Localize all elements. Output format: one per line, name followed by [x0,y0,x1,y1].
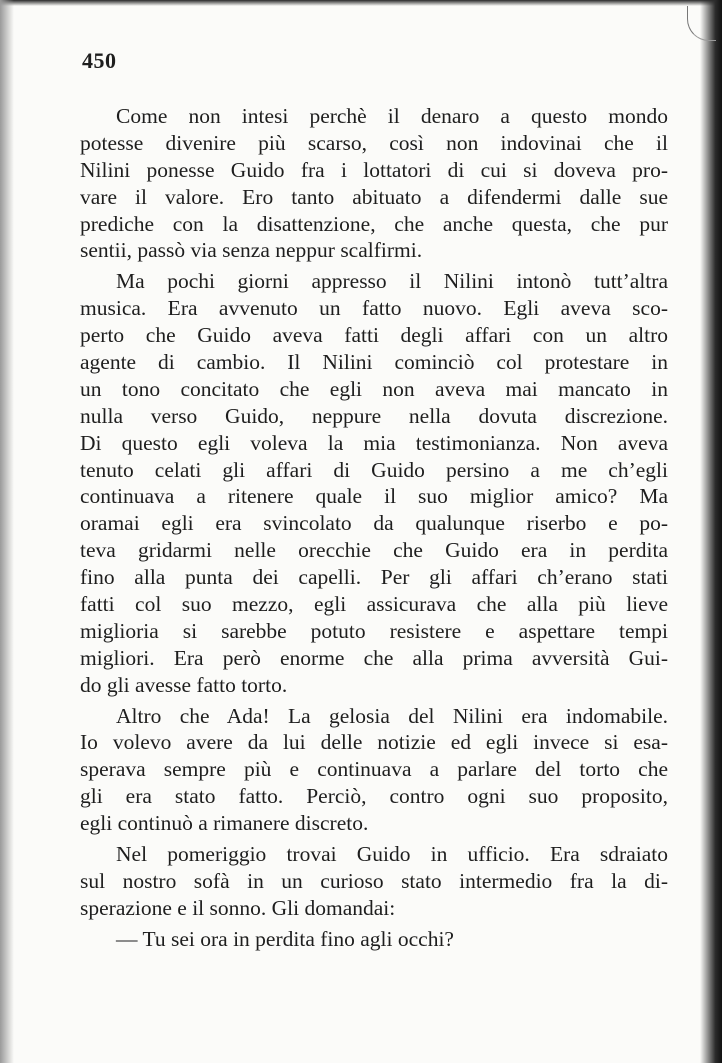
dialogue-line: — Tu sei ora in perdita fino agli occhi? [116,926,454,951]
page-top-shadow [0,0,722,6]
text-line: gli era stato fatto. Perciò, contro ogni suo proposito, [80,784,668,809]
text-line: sperava sempre più e continuava a parlare del torto che [80,757,668,782]
text-line: do gli avesse fatto torto. [80,672,288,697]
text-line: agente di cambio. Il Nilini cominciò col protestare in [80,350,668,375]
paragraph [80,268,668,698]
text-line: un tono concitato che egli non aveva mai mancato in [80,376,668,401]
text-line: Come non intesi perchè il denaro a questo mondo [116,104,668,128]
text-line: oramai egli era svincolato da qualunque riserbo e po- [80,511,668,536]
text-line: sentii, passò via senza neppur scalfirmi. [80,238,423,263]
paragraph [80,841,668,922]
text-line: nulla verso Guido, neppure nella dovuta discrezione. [80,403,668,428]
text-line: migliori. Era però enorme che alla prima avversità Gui- [80,645,668,670]
paragraph [80,703,668,837]
text-line: Di questo egli voleva la mia testimonianza. Non aveva [80,430,668,455]
text-line: potesse divenire più scarso, così non indovinai che il [80,130,668,155]
text-line: egli continuò a rimanere discreto. [80,811,369,836]
paragraph [80,103,668,264]
text-line: Io volevo avere da lui delle notizie ed egli invece si esa- [80,730,668,755]
page-right-binding-shadow [700,0,722,1063]
text-line: sperazione e il sonno. Gli domandai: [80,895,396,920]
text-line: Ma pochi giorni appresso il Nilini intonò tutt’altra [116,269,668,294]
page-corner-fold [687,6,716,41]
text-line: tenuto celati gli affari di Guido persino a me ch’egli [80,457,668,482]
text-line: vare il valore. Ero tanto abituato a difendermi dalle sue [80,184,668,209]
text-line: miglioria si sarebbe potuto resistere e aspettare tempi [80,618,668,643]
text-line: fatti col suo mezzo, egli assicurava che alla più lieve [80,592,668,617]
text-line: Nel pomeriggio trovai Guido in ufficio. Era sdraiato [116,842,668,867]
text-line: fino alla punta dei capelli. Per gli affari ch’erano stati [80,565,668,590]
text-line: continuava a ritenere quale il suo miglior amico? Ma [80,484,668,509]
text-line: Nilini ponesse Guido fra i lottatori di cui si doveva pro- [80,157,668,182]
page-left-shadow [0,0,14,1063]
paragraph-dialogue [80,926,668,953]
text-line: sul nostro sofà in un curioso stato intermedio fra la di- [80,868,668,893]
text-line: prediche con la disattenzione, che anche questa, che pur [80,211,668,236]
text-line: Altro che Ada! La gelosia del Nilini era indomabile. [116,703,668,728]
text-line: teva gridarmi nelle orecchie che Guido era in perdita [80,538,668,563]
text-line: musica. Era avvenuto un fatto nuovo. Egli aveva sco- [80,296,668,321]
body-text [80,103,668,953]
text-line: perto che Guido aveva fatti degli affari con un altro [80,323,668,348]
page-number: 450 [82,48,117,73]
